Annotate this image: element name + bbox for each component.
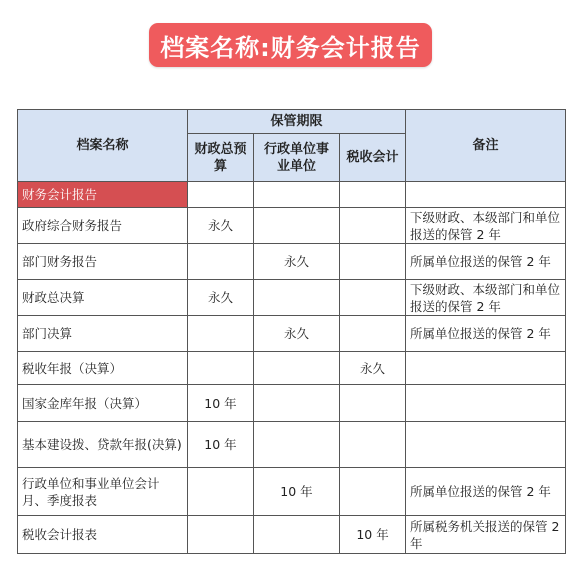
row-tax-accounting: [340, 280, 406, 316]
row-note: [406, 422, 566, 468]
table-row: [18, 244, 566, 280]
header-admin-units: 行政单位事业单位: [254, 134, 340, 182]
row-note: 所属单位报送的保管 2 年: [406, 468, 566, 516]
row-tax-accounting: [340, 422, 406, 468]
row-admin-units: 永久: [254, 244, 340, 280]
row-name: 行政单位和事业单位会计月、季度报表: [18, 468, 188, 516]
table-row: [18, 208, 566, 244]
section-row: [18, 182, 566, 208]
row-note: [406, 352, 566, 385]
row-admin-units: [254, 352, 340, 385]
header-archive-name: 档案名称: [18, 110, 188, 182]
row-admin-units: 永久: [254, 316, 340, 352]
row-name: 政府综合财务报告: [18, 208, 188, 244]
row-note: 所属单位报送的保管 2 年: [406, 316, 566, 352]
row-tax-accounting: 10 年: [340, 516, 406, 554]
row-tax-accounting: 永久: [340, 352, 406, 385]
row-fiscal-budget: 10 年: [188, 422, 254, 468]
header-fiscal-budget: 财政总预算: [188, 134, 254, 182]
row-fiscal-budget: 永久: [188, 208, 254, 244]
table-row: [18, 516, 566, 554]
row-tax-accounting: [340, 385, 406, 422]
row-fiscal-budget: 10 年: [188, 385, 254, 422]
row-fiscal-budget: [188, 352, 254, 385]
row-note: [406, 385, 566, 422]
row-admin-units: [254, 208, 340, 244]
header-retention-period: 保管期限: [188, 110, 406, 134]
row-fiscal-budget: [188, 516, 254, 554]
row-note: 所属税务机关报送的保管 2 年: [406, 516, 566, 554]
row-fiscal-budget: [188, 316, 254, 352]
row-note: 下级财政、本级部门和单位报送的保管 2 年: [406, 280, 566, 316]
row-tax-accounting: [340, 468, 406, 516]
table-row: [18, 352, 566, 385]
row-name: 国家金库年报（决算）: [18, 385, 188, 422]
row-admin-units: [254, 422, 340, 468]
row-tax-accounting: [340, 208, 406, 244]
table-row: [18, 280, 566, 316]
section-label: 财务会计报告: [18, 182, 188, 208]
row-admin-units: [254, 516, 340, 554]
header-note: 备注: [406, 110, 566, 182]
table-row: [18, 422, 566, 468]
row-note: 所属单位报送的保管 2 年: [406, 244, 566, 280]
row-tax-accounting: [340, 244, 406, 280]
table-row: [18, 316, 566, 352]
row-fiscal-budget: [188, 468, 254, 516]
row-note: 下级财政、本级部门和单位报送的保管 2 年: [406, 208, 566, 244]
page-title: 档案名称:财务会计报告: [149, 23, 432, 67]
row-name: 部门决算: [18, 316, 188, 352]
row-name: 部门财务报告: [18, 244, 188, 280]
row-name: 基本建设拨、贷款年报(决算): [18, 422, 188, 468]
row-admin-units: [254, 385, 340, 422]
row-admin-units: [254, 280, 340, 316]
table-row: [18, 385, 566, 422]
row-name: 税收会计报表: [18, 516, 188, 554]
row-admin-units: 10 年: [254, 468, 340, 516]
archive-retention-table: [17, 109, 566, 554]
table-row: [18, 468, 566, 516]
header-tax-accounting: 税收会计: [340, 134, 406, 182]
row-fiscal-budget: 永久: [188, 280, 254, 316]
row-name: 财政总决算: [18, 280, 188, 316]
row-tax-accounting: [340, 316, 406, 352]
row-fiscal-budget: [188, 244, 254, 280]
row-name: 税收年报（决算）: [18, 352, 188, 385]
